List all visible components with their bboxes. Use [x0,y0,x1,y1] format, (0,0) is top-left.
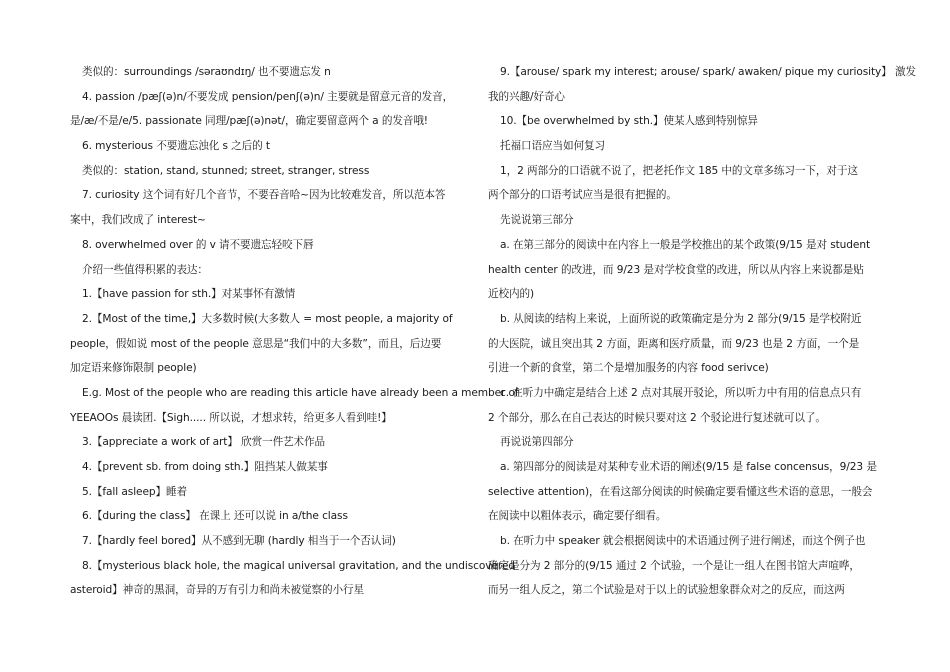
text-line: 3.【appreciate a work of art】 欣赏一件艺术作品 [82,436,326,449]
text-line: 4.【prevent sb. from doing sth.】阻挡某人做某事 [82,461,328,473]
text-line: health center 的改进，而 9/23 是对学校食堂的改进，所以从内容上来说都是贴 [488,263,864,276]
text-line: 8. overwhelmed over 的 v 请不要遗忘轻咬下唇 [82,238,314,251]
text-line: 9.【arouse/ spark my interest; arouse/ spark/ awaken/ pique my curiosity】 激发 [500,66,916,78]
text-line: asteroid】神奇的黑洞，奇异的万有引力和尚未被觉察的小行星 [70,584,365,597]
text-line: 6. mysterious 不要遗忘浊化 s 之后的 t [82,140,270,153]
text-line: 类似的：station, stand, stunned; street, stranger, stress [82,164,370,177]
text-line: 的大医院，诚且突出其 2 方面，距离和医疗质量，而 9/23 也是 2 方面，一个是 [488,337,860,350]
text-line: 引进一个新的食堂，第二个是增加服务的内容 food serivce) [488,362,769,375]
text-line: 加定语来修饰限制 people) [70,362,197,375]
text-line: 介绍一些值得积累的表达： [82,263,208,276]
text-line: 2 个部分，那么在自己表达的时候只要对这 2 个驳论进行复述就可以了。 [488,411,826,424]
text-line: selective attention)，在看这部分阅读的时候确定要看懂这些术语的意思，一般会 [488,485,873,498]
text-line: a. 在第三部分的阅读中在内容上一般是学校推出的某个政策(9/15 是对 student [500,238,871,251]
text-line: 8.【mysterious black hole, the magical universal gravitation, and the undiscovered [82,559,515,572]
text-line: 托福口语应当如何复习 [500,140,605,153]
text-line: 5.【fall asleep】睡着 [82,485,187,498]
text-line: 近校内的) [488,288,535,301]
text-line: 7. curiosity 这个词有好几个音节，不要吞音哈~因为比较难发音，所以范本答 [82,189,446,202]
text-line: 1，2 两部分的口语就不说了，把老托作文 185 中的文章多练习一下，对于这 [500,164,858,177]
text-line: c. 在听力中确定是结合上述 2 点对其展开驳论，所以听力中有用的信息点只有 [500,386,862,399]
text-line: 4. passion /pæʃ(ə)n/不要发成 pension/penʃ(ə)n/ 主要就是留意元音的发音， [82,90,454,103]
text-line: a. 第四部分的阅读是对某种专业术语的阐述(9/15 是 false concensus，9/23 是 [500,461,877,473]
text-line: 案中，我们改成了 interest~ [70,214,206,227]
text-line: 两个部分的口语考试应当是很有把握的。 [488,189,677,202]
text-line: 确定是分为 2 部分的(9/15 通过 2 个试验，一个是让一组人在图书馆大声喧哗， [488,559,860,572]
text-line: 6.【during the class】 在课上 还可以说 in a/the class [82,510,348,523]
right-column [488,60,916,603]
text-line: 1.【have passion for sth.】对某事怀有激情 [82,288,296,301]
text-line: 类似的：surroundings /səraʊndɪŋ/ 也不要遗忘发 n [82,66,331,78]
text-line: b. 在听力中 speaker 就会根据阅读中的术语通过例子进行阐述，而这个例子也 [500,535,866,548]
text-line: YEEAOOs 晨读团.【Sigh..... 所以说，才想求转，给更多人看到哇!】 [70,411,392,424]
text-line: 而另一组人反之，第二个试验是对于以上的试验想象群众对之的反应，而这两 [488,584,845,597]
text-line: E.g. Most of the people who are reading this article have already been a member of [82,386,519,399]
text-line: 是/æ/不是/e/5. passionate 同理/pæʃ(ə)nət/，确定要留意两个 a 的发音哦! [70,115,428,128]
text-line: 10.【be overwhelmed by sth.】使某人感到特别惊异 [500,115,758,128]
text-line: 2.【Most of the time,】大多数时候(大多数人 = most people, a majority of [82,312,453,325]
text-line: 7.【hardly feel bored】从不感到无聊 (hardly 相当于一个否认词) [82,535,396,548]
text-line: 先说说第三部分 [500,214,574,227]
text-line: 我的兴趣/好奇心 [488,90,565,103]
text-line: 在阅读中以粗体表示，确定要仔细看。 [488,510,667,523]
text-line: 再说说第四部分 [500,436,574,449]
text-line: b. 从阅读的结构上来说，上面所说的政策确定是分为 2 部分(9/15 是学校附近 [500,312,862,325]
text-line: people，假如说 most of the people 意思是“我们中的大多数”，而且，后边要 [70,337,442,350]
